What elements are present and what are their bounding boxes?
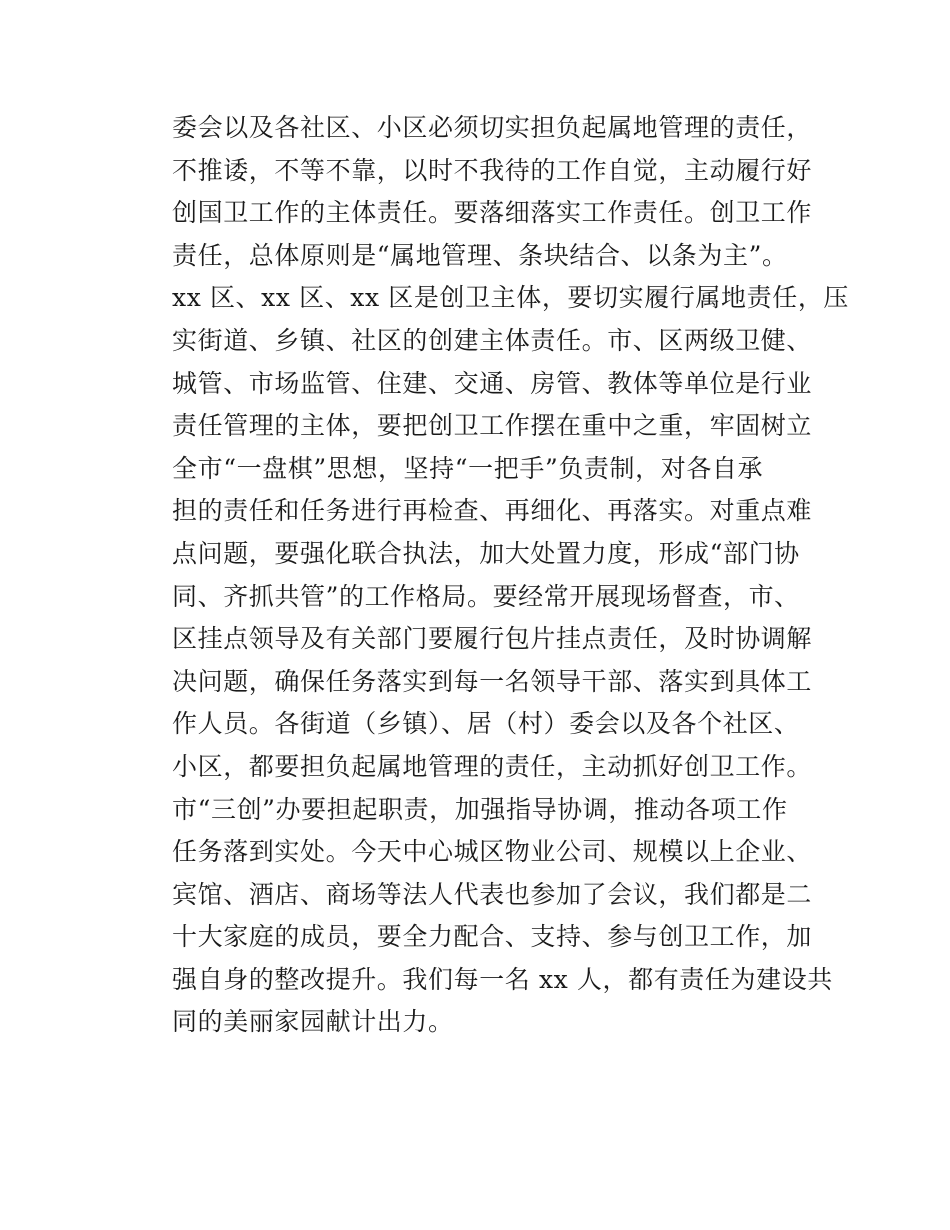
text-line: 决问题，确保任务落实到每一名领导干部、落实到具体工 bbox=[172, 666, 813, 696]
text-line: 委会以及各社区、小区必须切实担负起属地管理的责任， bbox=[172, 113, 813, 142]
text-line: 不推诿，不等不靠，以时不我待的工作自觉，主动履行好 bbox=[172, 155, 813, 185]
text-line: 担的责任和任务进行再检查、再细化、再落实。对重点难 bbox=[172, 496, 813, 526]
text-line: 强自身的整改提升。我们每一名 xx 人，都有责任为建设共 bbox=[172, 964, 833, 994]
text-line: 同的美丽家园献计出力。 bbox=[172, 1007, 454, 1037]
text-line: 全市“一盘棋”思想，坚持“一把手”负责制，对各自承 bbox=[172, 453, 764, 483]
text-line: 任务落到实处。今天中心城区物业公司、规模以上企业、 bbox=[172, 837, 813, 867]
text-line: xx 区、xx 区、xx 区是创卫主体，要切实履行属地责任，压 bbox=[172, 283, 850, 313]
text-line: 创国卫工作的主体责任。要落细落实工作责任。创卫工作 bbox=[172, 198, 813, 228]
text-line: 小区，都要担负起属地管理的责任，主动抓好创卫工作。 bbox=[172, 751, 813, 781]
text-line: 点问题，要强化联合执法，加大处置力度，形成“部门协 bbox=[172, 538, 800, 568]
text-line: 城管、市场监管、住建、交通、房管、教体等单位是行业 bbox=[172, 368, 813, 398]
text-line: 十大家庭的成员，要全力配合、支持、参与创卫工作，加 bbox=[172, 922, 813, 952]
text-line: 区挂点领导及有关部门要履行包片挂点责任，及时协调解 bbox=[172, 624, 813, 654]
text-line: 作人员。各街道（乡镇）、居（村）委会以及各个社区、 bbox=[172, 709, 800, 739]
text-line: 市“三创”办要担起职责，加强指导协调，推动各项工作 bbox=[172, 794, 788, 824]
text-line: 宾馆、酒店、商场等法人代表也参加了会议，我们都是二 bbox=[172, 879, 813, 909]
text-line: 责任，总体原则是“属地管理、条块结合、以条为主”。 bbox=[172, 240, 788, 270]
body-text bbox=[172, 107, 850, 1044]
text-line: 实街道、乡镇、社区的创建主体责任。市、区两级卫健、 bbox=[172, 325, 813, 355]
text-line: 责任管理的主体，要把创卫工作摆在重中之重，牢固树立 bbox=[172, 411, 813, 441]
text-line: 同、齐抓共管”的工作格局。要经常开展现场督查，市、 bbox=[172, 581, 800, 611]
